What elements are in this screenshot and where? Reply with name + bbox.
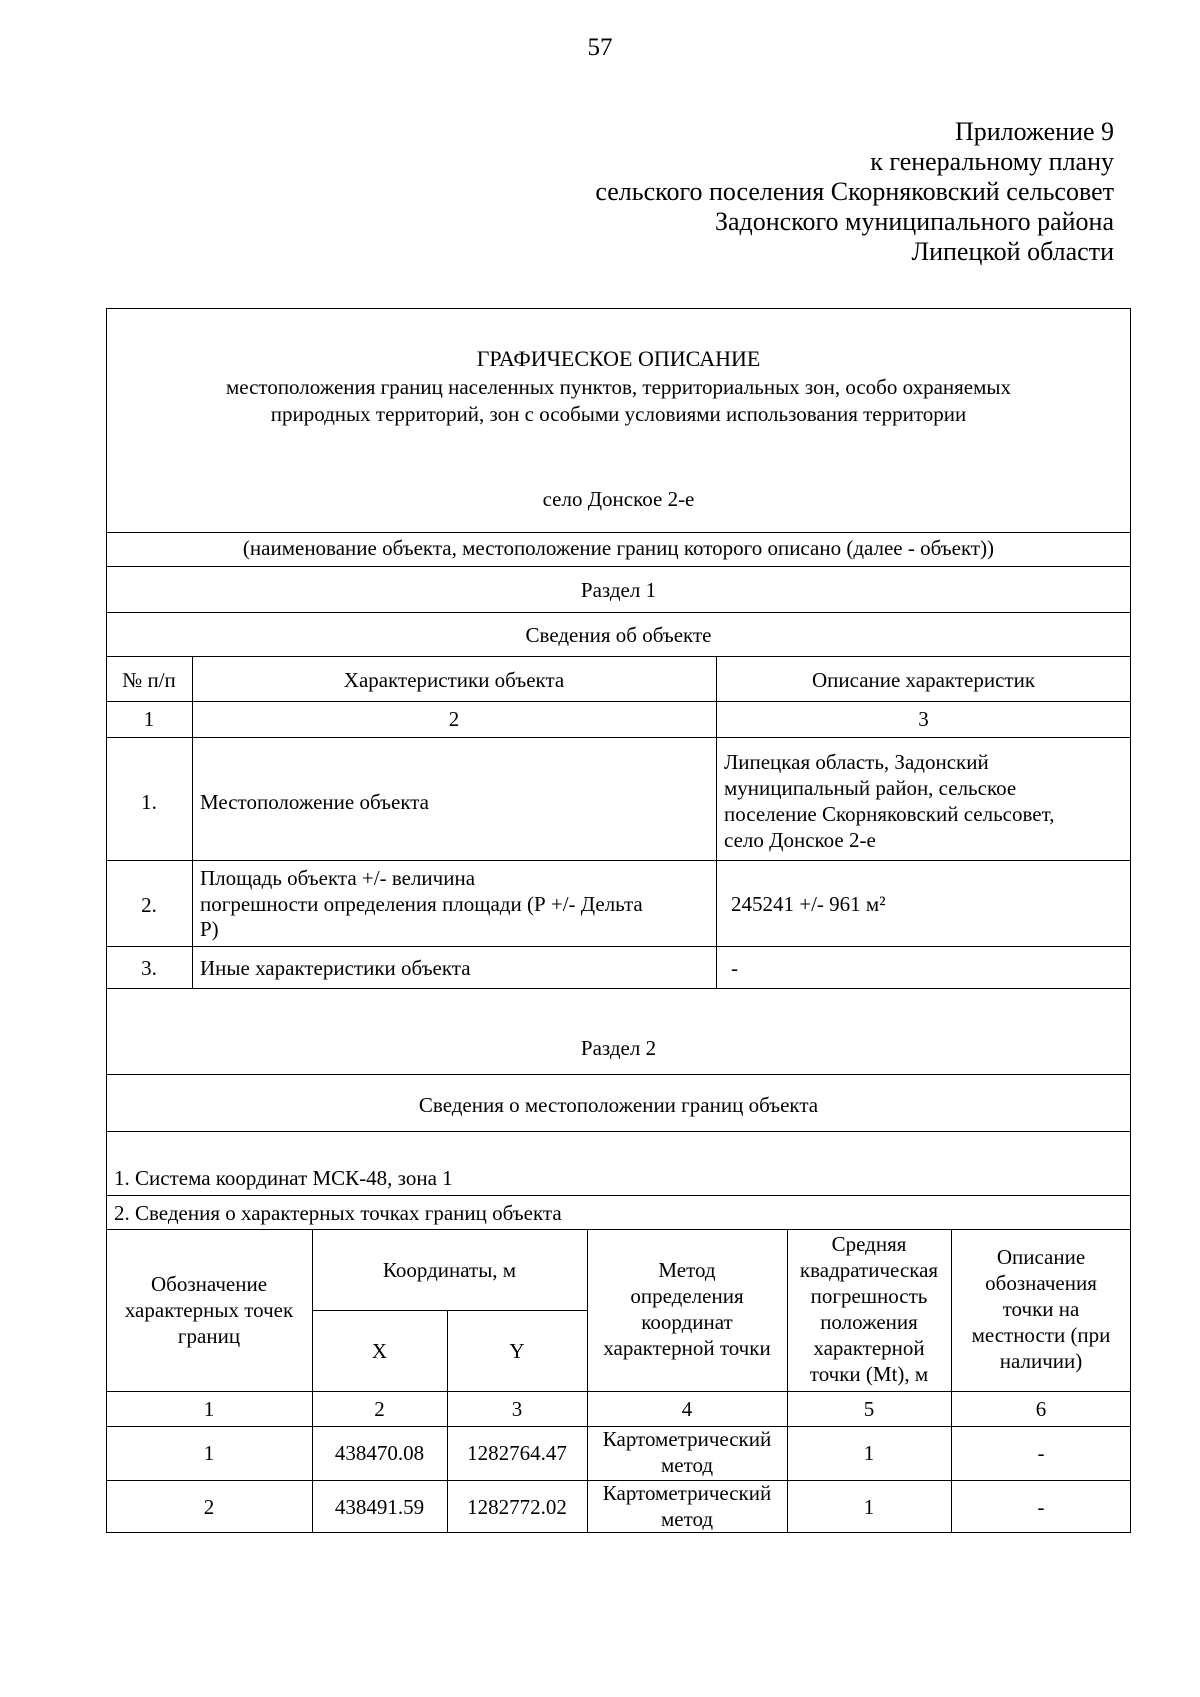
coordinate-system: 1. Система координат МСК-48, зона 1 xyxy=(114,1166,453,1190)
header-description-line: обозначения xyxy=(985,1271,1097,1295)
appendix-line: к генеральному плану xyxy=(870,147,1114,176)
header-y: Y xyxy=(509,1339,525,1363)
characteristic-name: Иные характеристики объекта xyxy=(200,956,471,980)
table-divider xyxy=(312,1310,587,1311)
point-y: 1282772.02 xyxy=(467,1495,567,1519)
table-divider xyxy=(106,1131,1131,1132)
column-header: Описание характеристик xyxy=(811,668,1036,692)
header-description-line: Описание xyxy=(996,1245,1086,1269)
header-coordinates: Координаты, м xyxy=(382,1258,517,1282)
column-number: 5 xyxy=(863,1397,875,1421)
column-number: 3 xyxy=(918,707,929,731)
header-designation-line: Обозначение xyxy=(150,1272,268,1296)
section1-subtitle: Сведения об объекте xyxy=(525,623,712,647)
table-divider xyxy=(106,737,1131,738)
header-description-line: местности (при xyxy=(971,1323,1111,1347)
area-value: 245241 +/- 961 м² xyxy=(731,892,886,916)
table-divider xyxy=(106,1195,1131,1196)
table-divider xyxy=(106,860,1131,861)
table-divider xyxy=(106,701,1131,702)
header-designation-line: характерных точек xyxy=(124,1298,294,1322)
table-divider xyxy=(106,1074,1131,1075)
document-subtitle: местоположения границ населенных пунктов, территориальных зон, особо охраняемых xyxy=(225,375,1012,399)
appendix-line: Липецкой области xyxy=(911,237,1114,266)
header-designation-line: границ xyxy=(177,1324,241,1348)
column-header: № п/п xyxy=(122,668,176,692)
header-error-line: характерной xyxy=(813,1336,925,1360)
section2-title: Раздел 2 xyxy=(580,1036,657,1060)
characteristic-desc-line: поселение Скорняковский сельсовет, xyxy=(724,802,1055,826)
header-description-line: наличии) xyxy=(999,1349,1083,1373)
characteristic-name-line: Площадь объекта +/- величина xyxy=(200,866,476,890)
header-method-line: Метод xyxy=(658,1258,716,1282)
point-y: 1282764.47 xyxy=(467,1441,567,1465)
point-x: 438470.08 xyxy=(334,1441,425,1465)
characteristic-name-line: погрешности определения площади (Р +/- Дельта xyxy=(200,892,643,916)
document-subtitle: природных территорий, зон с особыми условиями использования территории xyxy=(270,402,967,426)
header-error-line: положения xyxy=(820,1310,918,1334)
object-caption: (наименование объекта, местоположение границ которого описано (далее - объект)) xyxy=(242,536,995,560)
header-error-line: Средняя xyxy=(831,1232,907,1256)
appendix-line: сельского поселения Скорняковский сельсовет xyxy=(595,177,1114,206)
document-title: ГРАФИЧЕСКОЕ ОПИСАНИЕ xyxy=(476,346,761,371)
point-description: - xyxy=(1037,1495,1045,1519)
table-divider xyxy=(106,1391,1131,1392)
appendix-line: Приложение 9 xyxy=(954,117,1114,146)
object-name: село Донское 2-е xyxy=(542,487,695,511)
appendix-line: Задонского муниципального района xyxy=(714,207,1114,236)
column-number: 2 xyxy=(448,707,460,731)
header-description-line: точки на xyxy=(1002,1297,1080,1321)
header-x: X xyxy=(371,1339,388,1363)
column-number: 2 xyxy=(374,1397,385,1421)
header-method-line: координат xyxy=(641,1310,733,1334)
table-divider xyxy=(716,656,717,988)
table-divider xyxy=(106,532,1131,533)
header-method-line: определения xyxy=(630,1284,744,1308)
point-x: 438491.59 xyxy=(334,1495,425,1519)
point-method-line: метод xyxy=(660,1507,714,1531)
header-error-line: погрешность xyxy=(810,1284,928,1308)
column-number: 3 xyxy=(511,1397,523,1421)
column-number: 6 xyxy=(1035,1397,1047,1421)
column-header: Характеристики объекта xyxy=(343,668,565,692)
header-error-line: точки (Mt), м xyxy=(809,1362,929,1386)
table-divider xyxy=(106,988,1131,989)
table-divider xyxy=(106,1229,1131,1230)
point-mt: 1 xyxy=(863,1441,875,1465)
column-number: 1 xyxy=(203,1397,215,1421)
points-caption: 2. Сведения о характерных точках границ объекта xyxy=(114,1201,562,1225)
column-number: 1 xyxy=(143,707,155,731)
point-id: 1 xyxy=(203,1441,215,1465)
characteristic-desc-line: муниципальный район, сельское xyxy=(724,776,1017,800)
row-number: 2. xyxy=(141,893,157,917)
table-divider xyxy=(106,656,1131,657)
characteristic-desc-line: село Донское 2-е xyxy=(724,828,876,852)
characteristic-desc: - xyxy=(731,956,738,980)
point-description: - xyxy=(1037,1441,1045,1465)
point-mt: 1 xyxy=(863,1495,875,1519)
characteristic-name: Местоположение объекта xyxy=(200,790,430,814)
header-method-line: характерной точки xyxy=(603,1336,771,1360)
table-divider xyxy=(192,656,193,988)
characteristic-name-line: Р) xyxy=(200,917,219,941)
row-number: 3. xyxy=(141,956,157,980)
table-divider xyxy=(106,946,1131,947)
characteristic-desc-line: Липецкая область, Задонский xyxy=(724,750,989,774)
point-method-line: Картометрический xyxy=(602,1427,772,1451)
table-divider xyxy=(106,566,1131,567)
section2-subtitle: Сведения о местоположении границ объекта xyxy=(418,1093,819,1117)
table-divider xyxy=(106,612,1131,613)
column-number: 4 xyxy=(681,1397,693,1421)
header-error-line: квадратическая xyxy=(799,1258,939,1282)
section1-title: Раздел 1 xyxy=(580,578,657,602)
row-number: 1. xyxy=(141,790,157,814)
point-method-line: Картометрический xyxy=(602,1481,772,1505)
page-number: 57 xyxy=(587,34,613,61)
appendix-block xyxy=(595,117,1114,267)
point-method-line: метод xyxy=(660,1453,714,1477)
point-id: 2 xyxy=(203,1495,215,1519)
